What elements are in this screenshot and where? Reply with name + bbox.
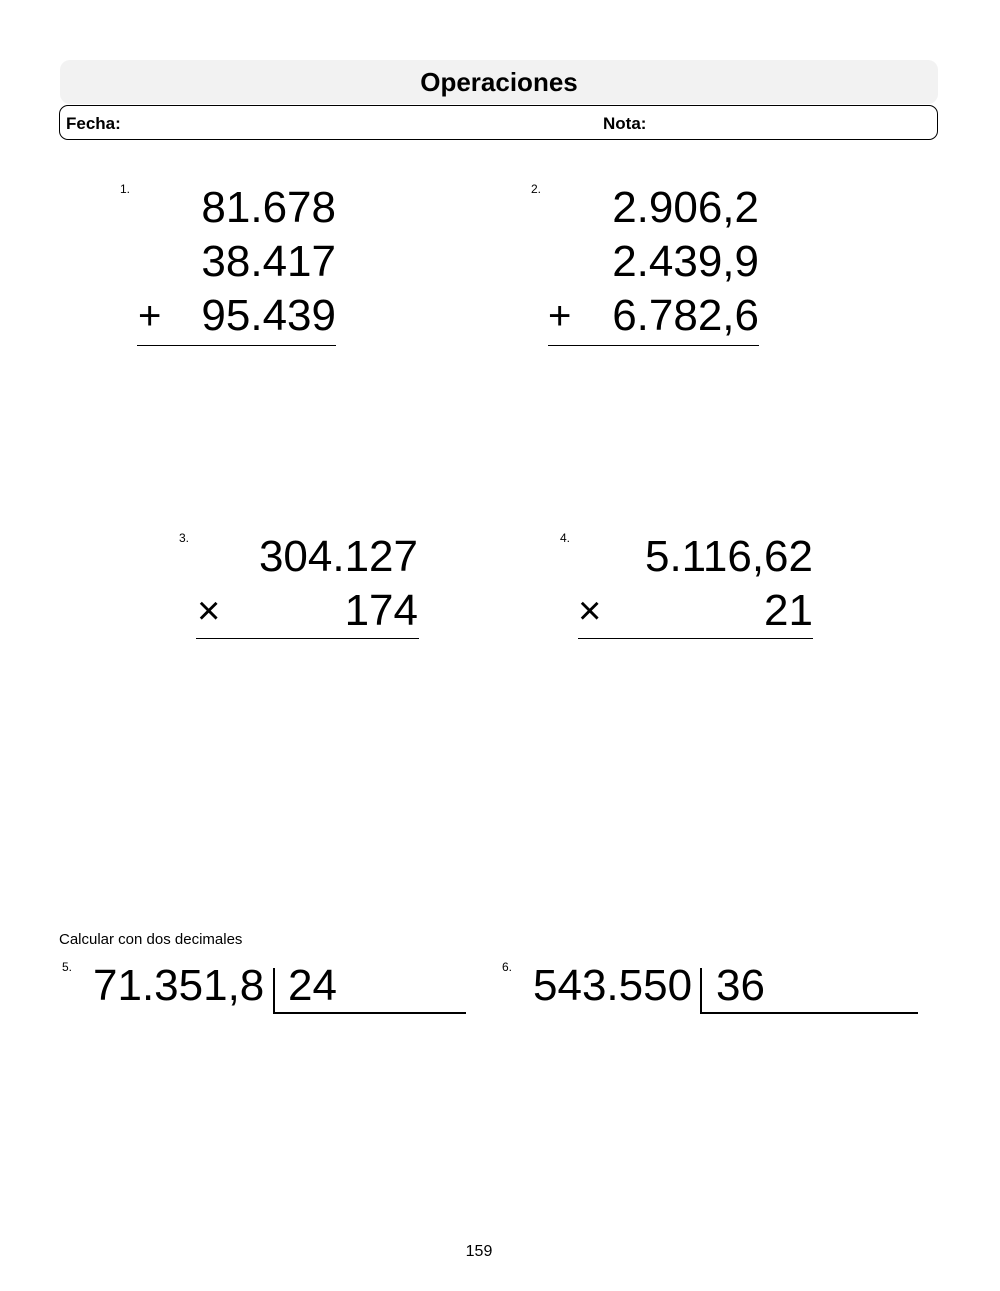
worksheet-title: Operaciones bbox=[420, 66, 578, 97]
problem-number: 5. bbox=[62, 960, 73, 974]
operand: 174 bbox=[344, 586, 418, 635]
operand: 6.782,6 bbox=[612, 291, 759, 340]
division-bracket-vertical bbox=[700, 968, 702, 1014]
problem-number: 4. bbox=[560, 531, 571, 545]
problem-number: 3. bbox=[179, 531, 190, 545]
product-line bbox=[578, 638, 813, 639]
product-line bbox=[196, 638, 419, 639]
division-bracket-horizontal bbox=[273, 1012, 466, 1014]
operand: 304.127 bbox=[258, 532, 418, 581]
operand: 5.116,62 bbox=[644, 532, 813, 581]
problem-number: 2. bbox=[531, 182, 542, 196]
plus-operator: + bbox=[548, 294, 572, 338]
worksheet-title-bar bbox=[60, 60, 938, 104]
page-number: 159 bbox=[465, 1243, 493, 1260]
dividend: 71.351,8 bbox=[93, 961, 265, 1010]
problem-number: 1. bbox=[120, 182, 131, 196]
operand: 38.417 bbox=[201, 237, 336, 286]
divisor: 24 bbox=[288, 961, 337, 1010]
dividend: 543.550 bbox=[533, 961, 693, 1010]
division-instruction: Calcular con dos decimales bbox=[59, 931, 243, 948]
info-bar bbox=[59, 105, 938, 140]
sum-line bbox=[137, 345, 336, 346]
division-bracket-vertical bbox=[273, 968, 275, 1014]
operand: 21 bbox=[764, 586, 813, 635]
times-operator: × bbox=[578, 589, 602, 633]
times-operator: × bbox=[197, 589, 221, 633]
divisor: 36 bbox=[716, 961, 765, 1010]
operand: 81.678 bbox=[201, 183, 336, 232]
sum-line bbox=[548, 345, 759, 346]
date-label: Fecha: bbox=[66, 114, 121, 133]
operand: 2.439,9 bbox=[612, 237, 759, 286]
division-bracket-horizontal bbox=[700, 1012, 918, 1014]
problem-number: 6. bbox=[502, 960, 513, 974]
plus-operator: + bbox=[138, 294, 162, 338]
grade-label: Nota: bbox=[603, 114, 647, 133]
operand: 95.439 bbox=[201, 291, 336, 340]
operand: 2.906,2 bbox=[612, 183, 759, 232]
